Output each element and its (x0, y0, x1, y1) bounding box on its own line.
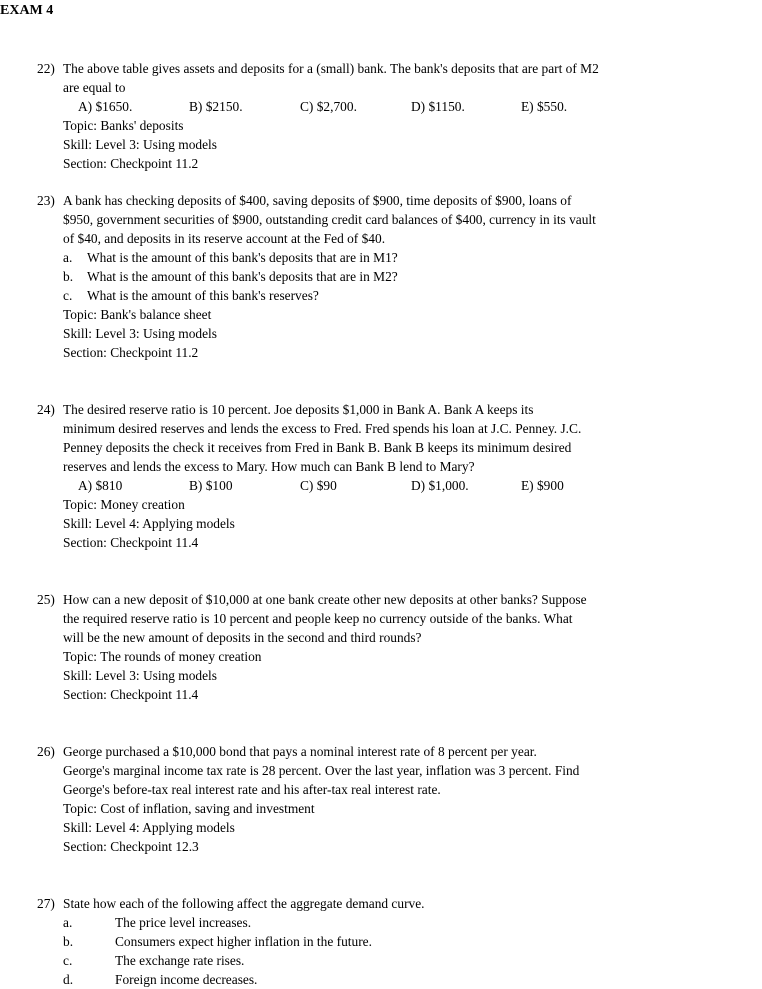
question-stem: A bank has checking deposits of $400, saving deposits of $900, time deposits of $900, loans of $950, government securities of $900, outstanding credit card balances of $400, currency in its vault of $40, and deposits in its reserve account at the Fed of $40. (63, 193, 596, 246)
topic: Topic: Money creation (63, 497, 185, 512)
sub-label: a. (63, 250, 73, 265)
sub-text: Foreign income decreases. (115, 972, 258, 987)
answer-options (78, 97, 607, 116)
question-24 (37, 400, 607, 552)
option-e: E) $900 (521, 478, 564, 493)
question-stem: The above table gives assets and deposits for a (small) bank. The bank's deposits that are part of M2 are equal to (63, 61, 599, 95)
topic: Topic: The rounds of money creation (63, 649, 262, 664)
question-stem: The desired reserve ratio is 10 percent. Joe deposits $1,000 in Bank A. Bank A keeps its minimum desired reserves and lends the excess to Fred. Fred spends his loan at J.C. Penney. J.C. Penney deposits the check it receives from Fred in Bank B. Bank B keeps its minimum desired reserves and lends the excess to Mary. How much can Bank B lend to Mary? (63, 402, 582, 474)
skill: Skill: Level 3: Using models (63, 137, 217, 152)
question-23 (37, 191, 607, 362)
question-number: 23) (37, 193, 55, 208)
option-a: A) $1650. (78, 99, 133, 114)
section: Section: Checkpoint 11.2 (63, 345, 199, 360)
topic: Topic: Bank's balance sheet (63, 307, 212, 322)
sub-question-a (37, 913, 607, 932)
question-25 (37, 590, 607, 704)
sub-label: c. (63, 953, 73, 968)
sub-question-a (37, 248, 607, 267)
sub-text: Consumers expect higher inflation in the future. (115, 934, 372, 949)
sub-label: a. (63, 915, 73, 930)
skill: Skill: Level 4: Applying models (63, 516, 235, 531)
option-a: A) $810 (78, 478, 123, 493)
option-b: B) $2150. (189, 99, 243, 114)
answer-options (78, 476, 607, 495)
question-number: 26) (37, 744, 55, 759)
sub-label: d. (63, 972, 74, 987)
sub-question-b (37, 932, 607, 951)
section: Section: Checkpoint 11.4 (63, 687, 199, 702)
question-number: 27) (37, 896, 55, 911)
sub-text: The price level increases. (115, 915, 252, 930)
option-e: E) $550. (521, 99, 568, 114)
skill: Skill: Level 3: Using models (63, 326, 217, 341)
skill: Skill: Level 4: Applying models (63, 820, 235, 835)
sub-question-b (37, 267, 607, 286)
exam-header: EXAM 4 (0, 3, 54, 18)
sub-question-d (37, 970, 607, 989)
option-d: D) $1150. (411, 99, 465, 114)
sub-text: What is the amount of this bank's deposits that are in M1? (87, 250, 398, 265)
question-stem: George purchased a $10,000 bond that pays a nominal interest rate of 8 percent per year. George's marginal income tax rate is 28 percent. Over the last year, inflation was 3 percent. Find George's before-tax real interest rate and his after-tax real interest rate. (63, 744, 580, 797)
sub-question-c (37, 286, 607, 305)
sub-text: The exchange rate rises. (115, 953, 245, 968)
question-number: 25) (37, 592, 55, 607)
question-stem: State how each of the following affect the aggregate demand curve. (63, 896, 425, 911)
sub-label: b. (63, 269, 74, 284)
option-d: D) $1,000. (411, 478, 469, 493)
section: Section: Checkpoint 11.2 (63, 156, 199, 171)
sub-text: What is the amount of this bank's deposits that are in M2? (87, 269, 398, 284)
topic: Topic: Banks' deposits (63, 118, 184, 133)
section: Section: Checkpoint 11.4 (63, 535, 199, 550)
skill: Skill: Level 3: Using models (63, 668, 217, 683)
option-c: C) $90 (300, 478, 337, 493)
question-stem: How can a new deposit of $10,000 at one bank create other new deposits at other banks? Suppose the required reserve ratio is 10 percent and people keep no currency outside of the banks. What will be the new amount of deposits in the second and third rounds? (63, 592, 587, 645)
question-27 (37, 894, 607, 989)
sub-label: c. (63, 288, 73, 303)
sub-label: b. (63, 934, 74, 949)
sub-question-c (37, 951, 607, 970)
sub-text: What is the amount of this bank's reserves? (87, 288, 319, 303)
section: Section: Checkpoint 12.3 (63, 839, 199, 854)
question-22 (37, 59, 607, 173)
option-b: B) $100 (189, 478, 233, 493)
question-number: 24) (37, 402, 55, 417)
question-number: 22) (37, 61, 55, 76)
option-c: C) $2,700. (300, 99, 357, 114)
topic: Topic: Cost of inflation, saving and investment (63, 801, 315, 816)
question-26 (37, 742, 607, 856)
